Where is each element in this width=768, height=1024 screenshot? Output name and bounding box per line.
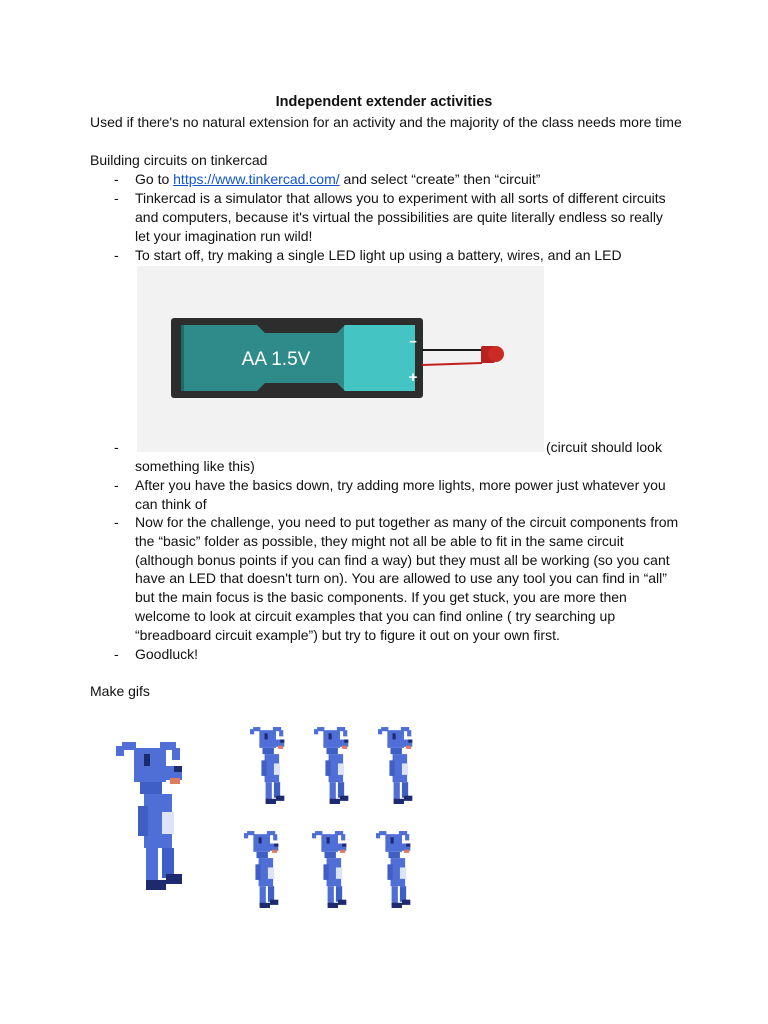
list-item-circuit-caption-cont: something like this) — [135, 458, 255, 474]
bullet-marker: - — [114, 247, 119, 263]
list-item-circuit-caption: (circuit should look — [546, 439, 662, 455]
battery-minus-sign: − — [409, 334, 417, 349]
tinkercad-link[interactable]: https://www.tinkercad.com/ — [173, 171, 340, 187]
list-item-basics: After you have the basics down, try adding more lights, more power just whatever you can think of — [135, 477, 666, 512]
battery-plus-sign: + — [408, 369, 418, 386]
battery-label: AA 1.5V — [241, 349, 311, 370]
list-item-start-off: To start off, try making a single LED light up using a battery, wires, and an LED — [135, 247, 622, 263]
sprite-sheet-image — [110, 718, 440, 908]
bullet-marker: - — [114, 477, 119, 493]
list-item-go-to — [135, 170, 680, 189]
section-heading-gifs: Make gifs — [90, 683, 150, 699]
bullet-marker: - — [114, 439, 119, 455]
list-item-tinkercad-description: Tinkercad is a simulator that allows you to experiment with all sorts of different circuits and computers, because it's virtual the possibilities are quite literally endless so really let your imagination run wild! — [135, 190, 666, 244]
section-heading-tinkercad: Building circuits on tinkercad — [90, 152, 268, 168]
circuit-image — [137, 266, 544, 452]
document-title: Independent extender activities — [275, 94, 493, 110]
bullet-marker: - — [114, 171, 119, 187]
document-subtitle: Used if there's no natural extension for an activity and the majority of the class needs more time — [90, 114, 682, 130]
list-item-text: and select “create” then “circuit” — [339, 171, 541, 187]
bullet-marker: - — [114, 514, 119, 530]
list-item-goodluck: Goodluck! — [135, 646, 199, 662]
bullet-marker: - — [114, 646, 119, 662]
bullet-marker: - — [114, 190, 119, 206]
list-item-text: Go to — [135, 171, 174, 187]
list-item-challenge: Now for the challenge, you need to put together as many of the circuit components from the “basic” folder as possible, they might not all be able to fit in the same circuit (although bonus points if you can find a way) but they must all be working (so you cant have an LED that doesn't turn on). You are allowed to use any tool you can find in “all” but the main focus is the basic components. If you get stuck, you are more then welcome to look at circuit examples that you can find online ( try searching up “breadboard circuit example”) but try to figure it out on your own first. — [135, 514, 679, 643]
